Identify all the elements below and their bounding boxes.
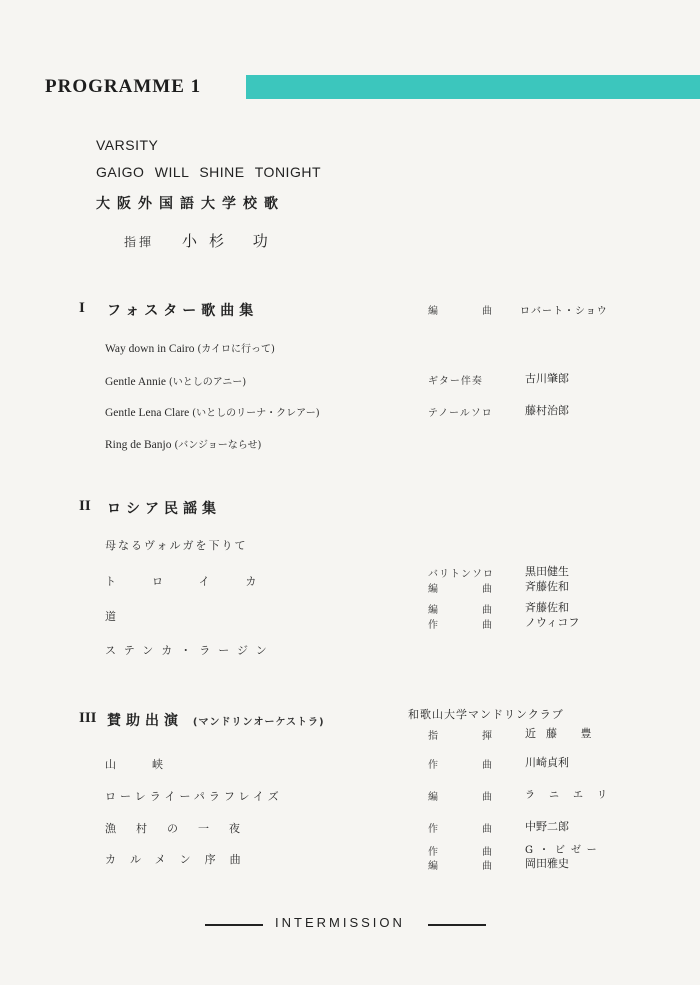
role-char: 編 <box>428 306 438 317</box>
section-2-numeral: II <box>79 498 91 514</box>
section-3-credit-name: 岡田雅史 <box>525 857 569 870</box>
section-3-credit-role: 作曲 <box>428 824 536 835</box>
section-3-subtitle: (マンドリンオーケストラ) <box>192 717 325 728</box>
section-1-credit-name: 藤村治郎 <box>525 404 569 417</box>
section-2-credit-name: 黒田健生 <box>525 565 569 578</box>
header-accent-bar <box>246 75 700 99</box>
section-3-conductor-name: 近藤 豊 <box>525 727 602 740</box>
section-1-title: フォスター歌曲集 <box>107 303 259 319</box>
section-3-credit-name: ラニエリ <box>525 790 621 801</box>
intermission-rule-right <box>428 924 486 926</box>
section-3-credit-name: 川崎貞利 <box>525 756 569 769</box>
item-title-en: Way down in Cairo <box>105 343 195 355</box>
section-1-credit-role: ギター伴奏 <box>428 376 483 387</box>
intermission-rule-left <box>205 924 263 926</box>
section-1-item <box>105 373 246 388</box>
section-2-credit-role: 編曲 <box>428 584 536 595</box>
section-1-arranger-name: ロバート・ショウ <box>520 306 608 317</box>
section-2-credit-name: 斉藤佐和 <box>525 580 569 593</box>
item-title-en: Ring de Banjo <box>105 439 172 451</box>
section-3-title <box>107 710 325 730</box>
item-title-jp: (バンジョーならせ) <box>174 440 262 451</box>
intermission-label: INTERMISSION <box>275 915 405 930</box>
section-3-item: カルメン序曲 <box>105 853 255 866</box>
section-1-item <box>105 404 320 419</box>
section-3-title-text: 賛助出演 <box>107 713 183 729</box>
section-2-item: ステンカ・ラージン <box>105 644 275 657</box>
item-title-jp: (カイロに行って) <box>197 344 275 355</box>
item-title-jp: (いとしのアニー) <box>168 377 247 388</box>
opening-conductor-role: 指揮 <box>124 235 155 249</box>
programme-title: PROGRAMME 1 <box>45 76 202 97</box>
opening-line-gaigo: GAIGO WILL SHINE TONIGHT <box>96 164 321 180</box>
section-3-item: 漁村の一夜 <box>105 822 260 835</box>
section-3-credit-role: 編曲 <box>428 861 536 872</box>
section-2-credit-name: ノウィコフ <box>525 616 580 629</box>
section-3-credit-role: 作曲 <box>428 760 536 771</box>
section-1-item <box>105 436 261 451</box>
section-3-conductor-role: 指揮 <box>428 731 536 742</box>
section-2-item: トロイカ <box>105 575 293 588</box>
section-3-numeral: III <box>79 710 97 726</box>
section-3-credit-name: 中野二郎 <box>525 820 569 833</box>
item-title-en: Gentle Lena Clare <box>105 407 190 419</box>
section-3-credit-role: 作曲 <box>428 847 536 858</box>
section-3-credit-role: 編曲 <box>428 792 536 803</box>
section-1-credit-name: 古川肇郎 <box>525 372 569 385</box>
section-3-item: 山峡 <box>105 758 199 771</box>
opening-line-varsity: VARSITY <box>96 137 159 153</box>
section-2-item: 母なるヴォルガを下りて <box>105 539 248 552</box>
section-1-credit-role: テノールソロ <box>428 408 493 419</box>
role-char: 曲 <box>482 306 492 317</box>
section-2-item: 道 <box>105 610 116 623</box>
section-2-credit-role: 作曲 <box>428 620 536 631</box>
section-3-item: ローレライーパラフレイズ <box>105 790 283 803</box>
section-1-numeral: I <box>79 300 85 316</box>
section-2-credit-role: バリトンソロ <box>428 569 494 580</box>
section-3-credit-name: G・ビゼー <box>525 845 603 856</box>
section-2-credit-name: 斉藤佐和 <box>525 601 569 614</box>
section-1-arranger-role <box>428 302 492 317</box>
section-2-title: ロシア民謡集 <box>107 501 221 517</box>
guest-band-name: 和歌山大学マンドリンクラブ <box>408 708 564 721</box>
section-1-item <box>105 340 275 355</box>
item-title-jp: (いとしのリーナ・クレアー) <box>192 408 320 419</box>
opening-conductor-name: 小杉 功 <box>182 232 280 250</box>
section-2-credit-role: 編曲 <box>428 605 536 616</box>
item-title-en: Gentle Annie <box>105 376 166 388</box>
opening-school-song: 大阪外国語大学校歌 <box>96 196 285 212</box>
